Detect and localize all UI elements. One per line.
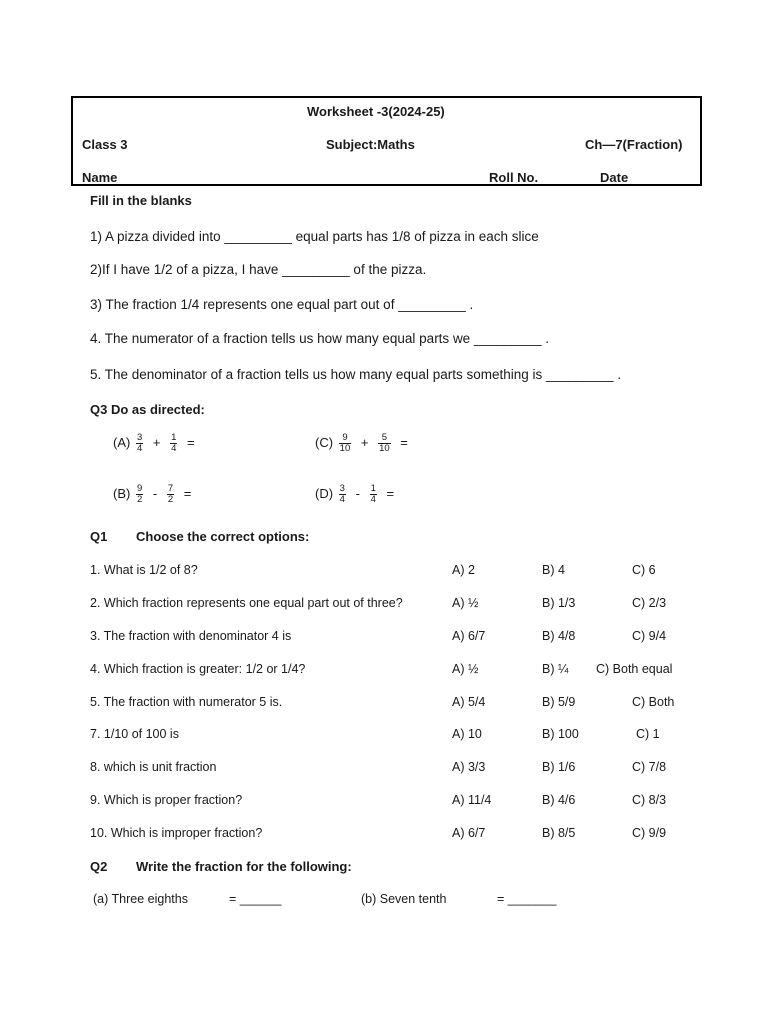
q3-expression-c: (C) $\frac{9}{10}$ + $\frac{5}{10}$ = bbox=[315, 432, 408, 454]
mcq-option-b: B) ¼ bbox=[542, 662, 569, 676]
fraction: $\frac{3}{4}$ bbox=[136, 432, 143, 454]
fill-blank-item: 2)If I have 1/2 of a pizza, I have _________ of the pizza. bbox=[90, 262, 427, 277]
subject-label: Subject:Maths bbox=[326, 137, 415, 152]
mcq-option-c: C) 6 bbox=[632, 563, 656, 577]
mcq-question: 4. Which fraction is greater: 1/2 or 1/4? bbox=[90, 662, 306, 676]
fraction: $\frac{7}{2}$ bbox=[167, 483, 174, 505]
mcq-option-b: B) 4/8 bbox=[542, 629, 576, 643]
mcq-option-c: C) 1 bbox=[636, 727, 660, 741]
fill-blank-item: 3) The fraction 1/4 represents one equal part out of _________ . bbox=[90, 297, 474, 312]
name-label: Name bbox=[82, 170, 118, 185]
mcq-option-b: B) 1/3 bbox=[542, 596, 576, 610]
fraction: $\frac{9}{10}$ bbox=[339, 432, 351, 454]
q3-expression-d: (D) $\frac{3}{4}$ - $\frac{1}{4}$ = bbox=[315, 483, 395, 505]
date-label: Date bbox=[600, 170, 629, 185]
mcq-option-a: A) 6/7 bbox=[452, 629, 486, 643]
mcq-option-c: C) Both bbox=[632, 695, 675, 709]
mcq-option-b: B) 8/5 bbox=[542, 826, 576, 840]
q3-expression-a: (A) $\frac{3}{4}$ + $\frac{1}{4}$ = bbox=[113, 432, 195, 454]
q2-answer-blank: = ______ bbox=[229, 892, 282, 906]
mcq-question: 8. which is unit fraction bbox=[90, 760, 217, 774]
mcq-option-c: C) Both equal bbox=[596, 662, 673, 676]
mcq-option-b: B) 100 bbox=[542, 727, 579, 741]
mcq-option-a: A) 6/7 bbox=[452, 826, 486, 840]
mcq-option-a: A) 2 bbox=[452, 563, 475, 577]
mcq-question: 3. The fraction with denominator 4 is bbox=[90, 629, 292, 643]
q2-answer-blank: = _______ bbox=[497, 892, 557, 906]
mcq-option-c: C) 7/8 bbox=[632, 760, 667, 774]
q2-heading: Write the fraction for the following: bbox=[136, 859, 352, 874]
worksheet-title: Worksheet -3(2024-25) bbox=[307, 104, 445, 119]
q3-label: (A) bbox=[113, 434, 131, 450]
fraction: $\frac{5}{10}$ bbox=[379, 432, 390, 454]
roll-label: Roll No. bbox=[489, 170, 539, 185]
mcq-option-a: A) ½ bbox=[452, 596, 479, 610]
mcq-option-a: A) 11/4 bbox=[452, 793, 492, 807]
mcq-option-a: A) ½ bbox=[452, 662, 479, 676]
fill-blank-item: 1) A pizza divided into _________ equal parts has 1/8 of pizza in each slice bbox=[90, 229, 539, 244]
mcq-option-b: B) 1/6 bbox=[542, 760, 576, 774]
mcq-option-a: A) 10 bbox=[452, 727, 482, 741]
mcq-option-b: B) 4 bbox=[542, 563, 565, 577]
q2-item-label: (b) Seven tenth bbox=[361, 892, 447, 906]
q2-item-label: (a) Three eighths bbox=[93, 892, 188, 906]
mcq-question: 5. The fraction with numerator 5 is. bbox=[90, 695, 283, 709]
fraction: $\frac{3}{4}$ bbox=[339, 483, 345, 505]
q1-number: Q1 bbox=[90, 529, 108, 544]
q3-label: (D) bbox=[315, 485, 334, 501]
mcq-option-c: C) 9/9 bbox=[632, 826, 667, 840]
q3-expression-b: (B) $\frac{9}{2}$ - $\frac{7}{2}$ = bbox=[113, 483, 192, 505]
mcq-question: 2. Which fraction represents one equal part out of three? bbox=[90, 596, 403, 610]
fraction: $\frac{1}{4}$ bbox=[171, 432, 177, 454]
mcq-option-b: B) 4/6 bbox=[542, 793, 576, 807]
class-label: Class 3 bbox=[82, 137, 128, 152]
mcq-question: 10. Which is improper fraction? bbox=[90, 826, 263, 840]
q2-number: Q2 bbox=[90, 859, 108, 874]
mcq-option-b: B) 5/9 bbox=[542, 695, 576, 709]
mcq-option-c: C) 2/3 bbox=[632, 596, 667, 610]
fraction: $\frac{1}{4}$ bbox=[370, 483, 376, 505]
fill-blank-item: 5. The denominator of a fraction tells us how many equal parts something is _________ . bbox=[90, 367, 622, 382]
fill-blank-item: 4. The numerator of a fraction tells us how many equal parts we _________ . bbox=[90, 331, 550, 346]
mcq-question: 9. Which is proper fraction? bbox=[90, 793, 243, 807]
mcq-option-c: C) 8/3 bbox=[632, 793, 667, 807]
mcq-question: 1. What is 1/2 of 8? bbox=[90, 563, 198, 577]
mcq-option-a: A) 3/3 bbox=[452, 760, 486, 774]
mcq-option-c: C) 9/4 bbox=[632, 629, 667, 643]
chapter-label: Ch—7(Fraction) bbox=[585, 137, 683, 152]
q3-label: (C) bbox=[315, 434, 334, 450]
mcq-question: 7. 1/10 of 100 is bbox=[90, 727, 179, 741]
q3-heading: Q3 Do as directed: bbox=[90, 402, 205, 417]
fraction: $\frac{9}{2}$ bbox=[136, 483, 143, 505]
mcq-option-a: A) 5/4 bbox=[452, 695, 486, 709]
fill-blanks-heading: Fill in the blanks bbox=[90, 193, 192, 208]
q3-label: (B) bbox=[113, 485, 131, 501]
q1-heading: Choose the correct options: bbox=[136, 529, 310, 544]
